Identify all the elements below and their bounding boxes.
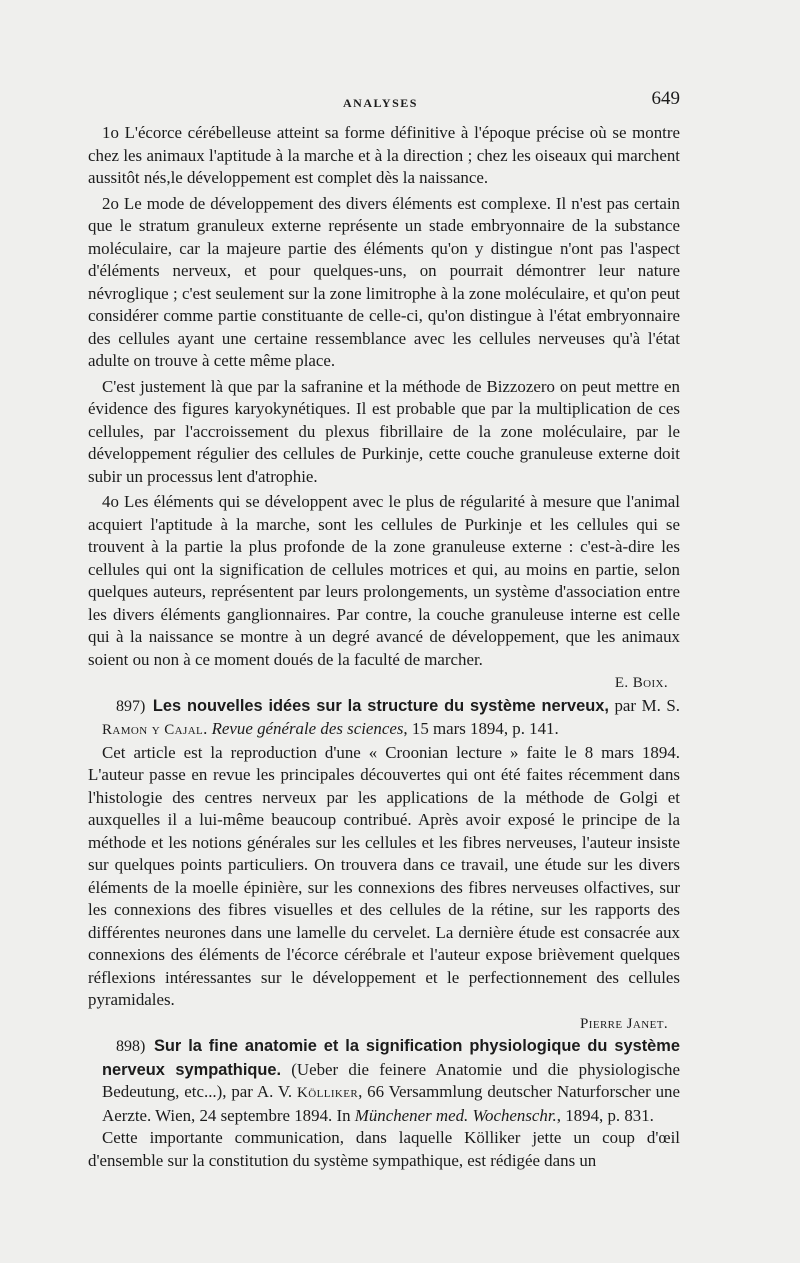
entry-897-number: 897) [116, 697, 146, 715]
entry-898-author: Kölliker [297, 1085, 359, 1101]
signature-boix-text: E. Boix. [614, 675, 668, 691]
entry-898-cite-b: , 66 Versammlung deutscher Naturforscher une Aerzte. Wien, 24 septembre 1894. In [102, 1082, 680, 1125]
entry-897-citation: , 15 mars 1894, p. 141. [403, 719, 559, 738]
entry-897-heading [88, 695, 680, 742]
entry-897-par: par M. S. [608, 695, 680, 715]
signature-janet [88, 1012, 680, 1036]
entry-898-number: 898) [116, 1038, 146, 1055]
paragraph-4: 4o Les éléments qui se développent avec le plus de régularité à mesure que l'animal acquiert l'aptitude à la marche, sont les cellules de Purkinje et les cellules qui se trouvent à la partie la plus profonde de la zone granuleuse externe : c'est-à-dire les cellules qui ont la signification de cellules motrices et qui, au moins en partie, selon quelques auteurs, représentent par leurs prolongements, un système d'association entre les divers éléments ganglionnaires. Par contre, la couche granuleuse interne est celle qui à la naissance se montre à un degré avancé de développement, que les animaux soient ou non à ce moment doués de la faculté de marcher. [88, 492, 680, 669]
entry-897-title: Les nouvelles idées sur la structure du système nerveux, [152, 696, 609, 715]
entry-897-journal: Revue générale des sciences [211, 719, 404, 738]
entry-898-heading [88, 1035, 680, 1127]
entry-898-title: Sur la fine anatomie et la signification physiologique du système nerveux sympathique. [102, 1037, 680, 1079]
signature-boix [88, 671, 680, 695]
entry-898-journal: Münchener med. Wochenschr. [354, 1105, 557, 1125]
running-head: ANALYSES [343, 96, 418, 110]
paragraph-3: C'est justement là que par la safranine et la méthode de Bizzozero on peut mettre en évidence des figures karyokynétiques. Il est probable que par la multiplication de ces cellules, par l'accroissement du plexus fibrillaire de la zone moléculaire, par le développement régulier des cellules de Purkinje, cette couche granuleuse externe doit subir un processus lent d'atrophie. [88, 376, 680, 486]
entry-897-author: Ramon y Cajal [102, 722, 204, 738]
page-body [88, 122, 680, 1172]
entry-897-body: Cet article est la reproduction d'une « Croonian lecture » faite le 8 mars 1894. L'auteur passe en revue les principales découvertes qui ont été faites récemment dans l'histologie des centres nerveux par les applications de la méthode de Golgi et auxquelles il a lui-même beaucoup contribué. Après avoir exposé le principe de la méthode et les notions générales sur les cellules et les fibres nerveuses, l'auteur insiste sur quelques points particuliers. On trouvera dans ce travail, une étude sur les divers éléments de la moelle épinière, sur les connexions des fibres nerveuses olfactives, sur les connexions des fibres visuelles et des cellules de la rétine, sur les rapports des différentes neurones dans une lamelle du cervelet. La dernière étude est consacrée aux connexions des éléments de l'écorce cérébrale et l'auteur expose brièvement quelques réflexions intéressantes sur le développement et le perfectionnement des cellules pyramidales. [88, 742, 680, 1009]
page-number: 649 [651, 88, 680, 109]
entry-898-cite-c: , 1894, p. 831. [556, 1105, 654, 1125]
page-header [88, 86, 680, 114]
paragraph-1: 1o L'écorce cérébelleuse atteint sa forme définitive à l'époque précise où se montre chez les animaux l'aptitude à la marche et à la direction ; chez les oiseaux qui marchent aussitôt nés,le développement est complet dès la naissance. [88, 123, 680, 187]
entry-897-after-author: . [203, 719, 212, 738]
entry-898-body: Cette importante communication, dans laquelle Kölliker jette un coup d'œil d'ensemble sur la constitution du système sympathique, est rédigée dans un [88, 1128, 680, 1170]
entry-898-cite-a: (Ueber die feinere Anatomie und die physiologische Bedeutung, etc...), par A. V. [102, 1059, 680, 1101]
signature-janet-text: Pierre Janet. [580, 1015, 668, 1032]
paragraph-2: 2o Le mode de développement des divers éléments est complexe. Il n'est pas certain que le stratum granuleux externe représente un stade embryonnaire de la substance moléculaire, car la majeure partie des éléments qu'on y distingue n'ont pas l'aspect d'éléments nerveux, et pour quelques-uns, on pourrait démontrer leur nature névroglique ; c'est seulement sur la zone limitrophe à la zone moléculaire, et qu'on peut considérer comme partie constituante de celle-ci, qu'on distingue à l'état embryonnaire des cellules ayant une certaine ressemblance avec les cellules nerveuses qu'à l'état adulte on trouve à cette même place. [88, 193, 680, 370]
